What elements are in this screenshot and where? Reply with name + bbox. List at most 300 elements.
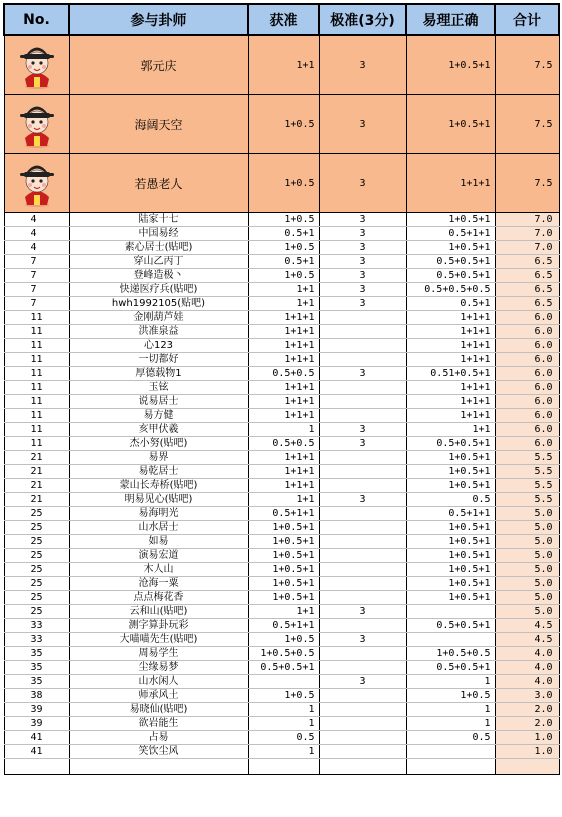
name-cell: 师承风土: [69, 689, 248, 703]
name-cell: 郭元庆: [69, 35, 248, 95]
total-cell: 7.0: [495, 241, 559, 255]
table-row: [4, 255, 559, 269]
total-cell: 7.5: [495, 35, 559, 95]
ji-cell: 3: [319, 493, 406, 507]
ji-cell: [319, 311, 406, 325]
huo-cell: 1: [248, 745, 319, 759]
no-cell: 7: [4, 269, 69, 283]
ji-cell: 3: [319, 154, 406, 213]
no-cell: 35: [4, 675, 69, 689]
table-row: [4, 297, 559, 311]
yi-cell: 1+1+1: [406, 409, 495, 423]
name-cell: 欲岩能生: [69, 717, 248, 731]
yi-cell: 1+0.5+1: [406, 465, 495, 479]
huo-cell: 1+1+1: [248, 353, 319, 367]
name-cell: 尘缘易梦: [69, 661, 248, 675]
huo-cell: 0.5+1: [248, 255, 319, 269]
no-cell: 21: [4, 493, 69, 507]
yi-cell: 0.5+1+1: [406, 227, 495, 241]
yi-cell: 1+0.5+1: [406, 563, 495, 577]
huo-cell: 1+0.5: [248, 633, 319, 647]
mascot-avatar-icon: [5, 159, 69, 207]
yi-cell: [406, 759, 495, 775]
total-cell: 6.0: [495, 325, 559, 339]
ji-cell: 3: [319, 423, 406, 437]
table-row: [4, 269, 559, 283]
ji-cell: [319, 409, 406, 423]
ji-cell: [319, 717, 406, 731]
ji-cell: [319, 647, 406, 661]
name-cell: 云和山(贴吧): [69, 605, 248, 619]
huo-cell: 1+1+1: [248, 311, 319, 325]
table-row: [4, 731, 559, 745]
ji-cell: 3: [319, 255, 406, 269]
name-cell: 易乾居士: [69, 465, 248, 479]
ji-cell: [319, 745, 406, 759]
table-row: [4, 563, 559, 577]
yi-cell: 1+0.5+1: [406, 535, 495, 549]
total-cell: 6.0: [495, 367, 559, 381]
no-cell: 7: [4, 255, 69, 269]
name-cell: 易方健: [69, 409, 248, 423]
huo-cell: 1+1: [248, 283, 319, 297]
yi-cell: 1: [406, 675, 495, 689]
header-ji: 极准(3分): [319, 4, 406, 35]
name-cell: 一切都好: [69, 353, 248, 367]
no-cell: [4, 759, 69, 775]
huo-cell: 1: [248, 423, 319, 437]
yi-cell: [406, 745, 495, 759]
huo-cell: 1: [248, 703, 319, 717]
no-cell: 11: [4, 367, 69, 381]
ji-cell: 3: [319, 367, 406, 381]
yi-cell: 1: [406, 703, 495, 717]
name-cell: 易晓仙(贴吧): [69, 703, 248, 717]
yi-cell: 0.5+1+1: [406, 507, 495, 521]
huo-cell: 1+1+1: [248, 451, 319, 465]
rank-avatar-cell: [4, 35, 69, 95]
huo-cell: 1+0.5+0.5: [248, 647, 319, 661]
no-cell: 25: [4, 535, 69, 549]
ji-cell: [319, 451, 406, 465]
total-cell: 5.5: [495, 493, 559, 507]
no-cell: 25: [4, 507, 69, 521]
mascot-avatar-icon: [5, 41, 69, 89]
name-cell: 登峰造极丶: [69, 269, 248, 283]
total-cell: 6.5: [495, 269, 559, 283]
no-cell: 21: [4, 465, 69, 479]
total-cell: 6.0: [495, 395, 559, 409]
name-cell: 点点梅花香: [69, 591, 248, 605]
table-row: [4, 689, 559, 703]
name-cell: 山水闲人: [69, 675, 248, 689]
huo-cell: 1+1: [248, 35, 319, 95]
huo-cell: 1+0.5: [248, 689, 319, 703]
total-cell: 5.0: [495, 521, 559, 535]
name-cell: 玉铉: [69, 381, 248, 395]
ji-cell: 3: [319, 675, 406, 689]
ji-cell: [319, 563, 406, 577]
name-cell: 亥甲伏羲: [69, 423, 248, 437]
yi-cell: 1+1+1: [406, 339, 495, 353]
yi-cell: 0.5+0.5+1: [406, 619, 495, 633]
ji-cell: [319, 395, 406, 409]
huo-cell: 1+0.5: [248, 95, 319, 154]
huo-cell: 0.5+0.5: [248, 437, 319, 451]
total-cell: 4.0: [495, 647, 559, 661]
table-row: [4, 633, 559, 647]
huo-cell: 0.5+0.5+1: [248, 661, 319, 675]
name-cell: 厚德载物1: [69, 367, 248, 381]
name-cell: 中国易经: [69, 227, 248, 241]
no-cell: 25: [4, 591, 69, 605]
no-cell: 11: [4, 409, 69, 423]
yi-cell: 1+0.5+1: [406, 35, 495, 95]
ji-cell: [319, 353, 406, 367]
rank-avatar-cell: [4, 95, 69, 154]
huo-cell: 1+0.5+1: [248, 521, 319, 535]
table-row: [4, 423, 559, 437]
yi-cell: 0.5+0.5+1: [406, 437, 495, 451]
no-cell: 39: [4, 703, 69, 717]
name-cell: 素心居士(贴吧): [69, 241, 248, 255]
huo-cell: 1+1+1: [248, 409, 319, 423]
table-row-top: [4, 35, 559, 95]
huo-cell: 1+0.5+1: [248, 577, 319, 591]
name-cell: 海阔天空: [69, 95, 248, 154]
huo-cell: 1+0.5: [248, 241, 319, 255]
huo-cell: 1+1+1: [248, 325, 319, 339]
table-row: [4, 451, 559, 465]
no-cell: 21: [4, 479, 69, 493]
table-row: [4, 591, 559, 605]
total-cell: 5.5: [495, 451, 559, 465]
no-cell: 35: [4, 647, 69, 661]
name-cell: 若愚老人: [69, 154, 248, 213]
huo-cell: [248, 675, 319, 689]
no-cell: 7: [4, 297, 69, 311]
no-cell: 4: [4, 241, 69, 255]
ji-cell: [319, 591, 406, 605]
total-cell: 5.0: [495, 563, 559, 577]
table-row: [4, 703, 559, 717]
yi-cell: 1+1+1: [406, 325, 495, 339]
ji-cell: [319, 619, 406, 633]
total-cell: [495, 759, 559, 775]
huo-cell: 0.5+0.5: [248, 367, 319, 381]
total-cell: 2.0: [495, 703, 559, 717]
table-row: [4, 759, 559, 775]
no-cell: 35: [4, 661, 69, 675]
huo-cell: 1+1: [248, 605, 319, 619]
no-cell: 41: [4, 745, 69, 759]
total-cell: 7.5: [495, 154, 559, 213]
header-no: No.: [4, 4, 69, 35]
huo-cell: 1+1+1: [248, 465, 319, 479]
ji-cell: 3: [319, 227, 406, 241]
name-cell: 快递医疗兵(贴吧): [69, 283, 248, 297]
mascot-avatar-icon: [5, 100, 69, 148]
name-cell: 山水居士: [69, 521, 248, 535]
total-cell: 7.0: [495, 227, 559, 241]
no-cell: 25: [4, 605, 69, 619]
ji-cell: 3: [319, 633, 406, 647]
yi-cell: 1+1+1: [406, 353, 495, 367]
total-cell: 6.5: [495, 255, 559, 269]
no-cell: 11: [4, 339, 69, 353]
yi-cell: [406, 605, 495, 619]
table-row: [4, 549, 559, 563]
ji-cell: [319, 479, 406, 493]
ji-cell: 3: [319, 605, 406, 619]
no-cell: 39: [4, 717, 69, 731]
no-cell: 33: [4, 619, 69, 633]
huo-cell: 1+1: [248, 493, 319, 507]
header-total: 合计: [495, 4, 559, 35]
no-cell: 33: [4, 633, 69, 647]
total-cell: 5.5: [495, 465, 559, 479]
ji-cell: 3: [319, 437, 406, 451]
yi-cell: 1+1+1: [406, 381, 495, 395]
huo-cell: 1+1+1: [248, 479, 319, 493]
yi-cell: 1+0.5+1: [406, 549, 495, 563]
name-cell: 明易见心(贴吧): [69, 493, 248, 507]
table-row: [4, 605, 559, 619]
ji-cell: [319, 577, 406, 591]
ji-cell: [319, 689, 406, 703]
no-cell: 11: [4, 437, 69, 451]
yi-cell: 0.5+0.5+1: [406, 269, 495, 283]
ji-cell: [319, 339, 406, 353]
yi-cell: 1+0.5+1: [406, 591, 495, 605]
name-cell: 心123: [69, 339, 248, 353]
total-cell: 6.0: [495, 381, 559, 395]
total-cell: 6.0: [495, 339, 559, 353]
ji-cell: [319, 521, 406, 535]
header-yi: 易理正确: [406, 4, 495, 35]
table-row: [4, 311, 559, 325]
total-cell: 3.0: [495, 689, 559, 703]
yi-cell: 1: [406, 717, 495, 731]
total-cell: 6.0: [495, 409, 559, 423]
table-row: [4, 647, 559, 661]
ji-cell: 3: [319, 213, 406, 227]
name-cell: 洪准泉益: [69, 325, 248, 339]
no-cell: 25: [4, 521, 69, 535]
table-row: [4, 493, 559, 507]
table-row: [4, 381, 559, 395]
ji-cell: [319, 507, 406, 521]
table-row: [4, 213, 559, 227]
yi-cell: 1+0.5+1: [406, 95, 495, 154]
ji-cell: [319, 549, 406, 563]
huo-cell: 0.5: [248, 731, 319, 745]
table-row: [4, 241, 559, 255]
huo-cell: 1+1+1: [248, 339, 319, 353]
total-cell: 5.5: [495, 479, 559, 493]
total-cell: 5.0: [495, 507, 559, 521]
no-cell: 25: [4, 577, 69, 591]
table-row: [4, 745, 559, 759]
total-cell: 6.0: [495, 437, 559, 451]
table-row: [4, 717, 559, 731]
name-cell: 金刚葫芦娃: [69, 311, 248, 325]
huo-cell: 0.5+1+1: [248, 507, 319, 521]
name-cell: 杰小努(贴吧): [69, 437, 248, 451]
total-cell: 5.0: [495, 535, 559, 549]
huo-cell: 0.5+1: [248, 227, 319, 241]
huo-cell: 1+1+1: [248, 395, 319, 409]
name-cell: 沧海一粟: [69, 577, 248, 591]
name-cell: 陆家十七: [69, 213, 248, 227]
table-row-top: [4, 95, 559, 154]
no-cell: 11: [4, 381, 69, 395]
yi-cell: 1+0.5+1: [406, 213, 495, 227]
total-cell: 6.0: [495, 311, 559, 325]
name-cell: 穿山乙丙丁: [69, 255, 248, 269]
header-huo: 获准: [248, 4, 319, 35]
no-cell: 4: [4, 227, 69, 241]
huo-cell: 1+1: [248, 297, 319, 311]
total-cell: 7.5: [495, 95, 559, 154]
table-row-top: [4, 154, 559, 213]
no-cell: 25: [4, 549, 69, 563]
yi-cell: 1+0.5+1: [406, 521, 495, 535]
yi-cell: 0.5+1: [406, 297, 495, 311]
total-cell: 5.0: [495, 605, 559, 619]
total-cell: 7.0: [495, 213, 559, 227]
table-row: [4, 339, 559, 353]
name-cell: 占易: [69, 731, 248, 745]
table-row: [4, 395, 559, 409]
yi-cell: 1+0.5: [406, 689, 495, 703]
huo-cell: 1+0.5: [248, 154, 319, 213]
ji-cell: [319, 465, 406, 479]
no-cell: 11: [4, 353, 69, 367]
table-row: [4, 479, 559, 493]
table-row: [4, 507, 559, 521]
name-cell: 如易: [69, 535, 248, 549]
total-cell: 5.0: [495, 549, 559, 563]
total-cell: 1.0: [495, 731, 559, 745]
name-cell: hwh1992105(贴吧): [69, 297, 248, 311]
ji-cell: [319, 535, 406, 549]
no-cell: 11: [4, 311, 69, 325]
huo-cell: [248, 759, 319, 775]
table-row: [4, 535, 559, 549]
yi-cell: 0.5: [406, 493, 495, 507]
no-cell: 38: [4, 689, 69, 703]
no-cell: 11: [4, 325, 69, 339]
name-cell: 周易学生: [69, 647, 248, 661]
name-cell: 演易宏道: [69, 549, 248, 563]
ji-cell: 3: [319, 241, 406, 255]
name-cell: 大喵喵先生(贴吧): [69, 633, 248, 647]
no-cell: 4: [4, 213, 69, 227]
no-cell: 25: [4, 563, 69, 577]
total-cell: 2.0: [495, 717, 559, 731]
total-cell: 6.0: [495, 423, 559, 437]
yi-cell: [406, 633, 495, 647]
total-cell: 6.0: [495, 353, 559, 367]
table-row: [4, 675, 559, 689]
ji-cell: [319, 661, 406, 675]
table-row: [4, 465, 559, 479]
huo-cell: 1+0.5: [248, 213, 319, 227]
header-name: 参与卦师: [69, 4, 248, 35]
table-row: [4, 437, 559, 451]
yi-cell: 0.5: [406, 731, 495, 745]
name-cell: 蒙山长寿桥(贴吧): [69, 479, 248, 493]
name-cell: [69, 759, 248, 775]
no-cell: 7: [4, 283, 69, 297]
total-cell: 4.0: [495, 661, 559, 675]
name-cell: 易界: [69, 451, 248, 465]
ji-cell: [319, 731, 406, 745]
yi-cell: 1+0.5+1: [406, 577, 495, 591]
table-row: [4, 521, 559, 535]
total-cell: 6.5: [495, 297, 559, 311]
huo-cell: 1+0.5+1: [248, 549, 319, 563]
total-cell: 4.0: [495, 675, 559, 689]
yi-cell: 0.51+0.5+1: [406, 367, 495, 381]
name-cell: 易海明光: [69, 507, 248, 521]
table-row: [4, 283, 559, 297]
total-cell: 4.5: [495, 619, 559, 633]
yi-cell: 1+1+1: [406, 154, 495, 213]
name-cell: 木人山: [69, 563, 248, 577]
ji-cell: [319, 381, 406, 395]
no-cell: 11: [4, 423, 69, 437]
yi-cell: 0.5+0.5+1: [406, 255, 495, 269]
table-row: [4, 227, 559, 241]
total-cell: 1.0: [495, 745, 559, 759]
yi-cell: 1+0.5+1: [406, 479, 495, 493]
no-cell: 41: [4, 731, 69, 745]
no-cell: 11: [4, 395, 69, 409]
huo-cell: 1+1+1: [248, 381, 319, 395]
table-row: [4, 619, 559, 633]
ji-cell: 3: [319, 283, 406, 297]
ji-cell: [319, 325, 406, 339]
yi-cell: 0.5+0.5+1: [406, 661, 495, 675]
yi-cell: 1+0.5+0.5: [406, 647, 495, 661]
ranking-table: [3, 3, 560, 775]
ji-cell: 3: [319, 269, 406, 283]
yi-cell: 0.5+0.5+0.5: [406, 283, 495, 297]
table-row: [4, 325, 559, 339]
yi-cell: 1+1+1: [406, 395, 495, 409]
yi-cell: 1+0.5+1: [406, 241, 495, 255]
table-row: [4, 367, 559, 381]
total-cell: 6.5: [495, 283, 559, 297]
total-cell: 5.0: [495, 577, 559, 591]
ji-cell: 3: [319, 95, 406, 154]
ji-cell: 3: [319, 297, 406, 311]
table-row: [4, 577, 559, 591]
ji-cell: [319, 759, 406, 775]
name-cell: 测字算卦玩彩: [69, 619, 248, 633]
ji-cell: 3: [319, 35, 406, 95]
total-cell: 5.0: [495, 591, 559, 605]
huo-cell: 1+0.5+1: [248, 535, 319, 549]
header-row: [4, 4, 559, 35]
rank-avatar-cell: [4, 154, 69, 213]
ji-cell: [319, 703, 406, 717]
huo-cell: 0.5+1+1: [248, 619, 319, 633]
name-cell: 笑饮尘风: [69, 745, 248, 759]
name-cell: 说易居士: [69, 395, 248, 409]
